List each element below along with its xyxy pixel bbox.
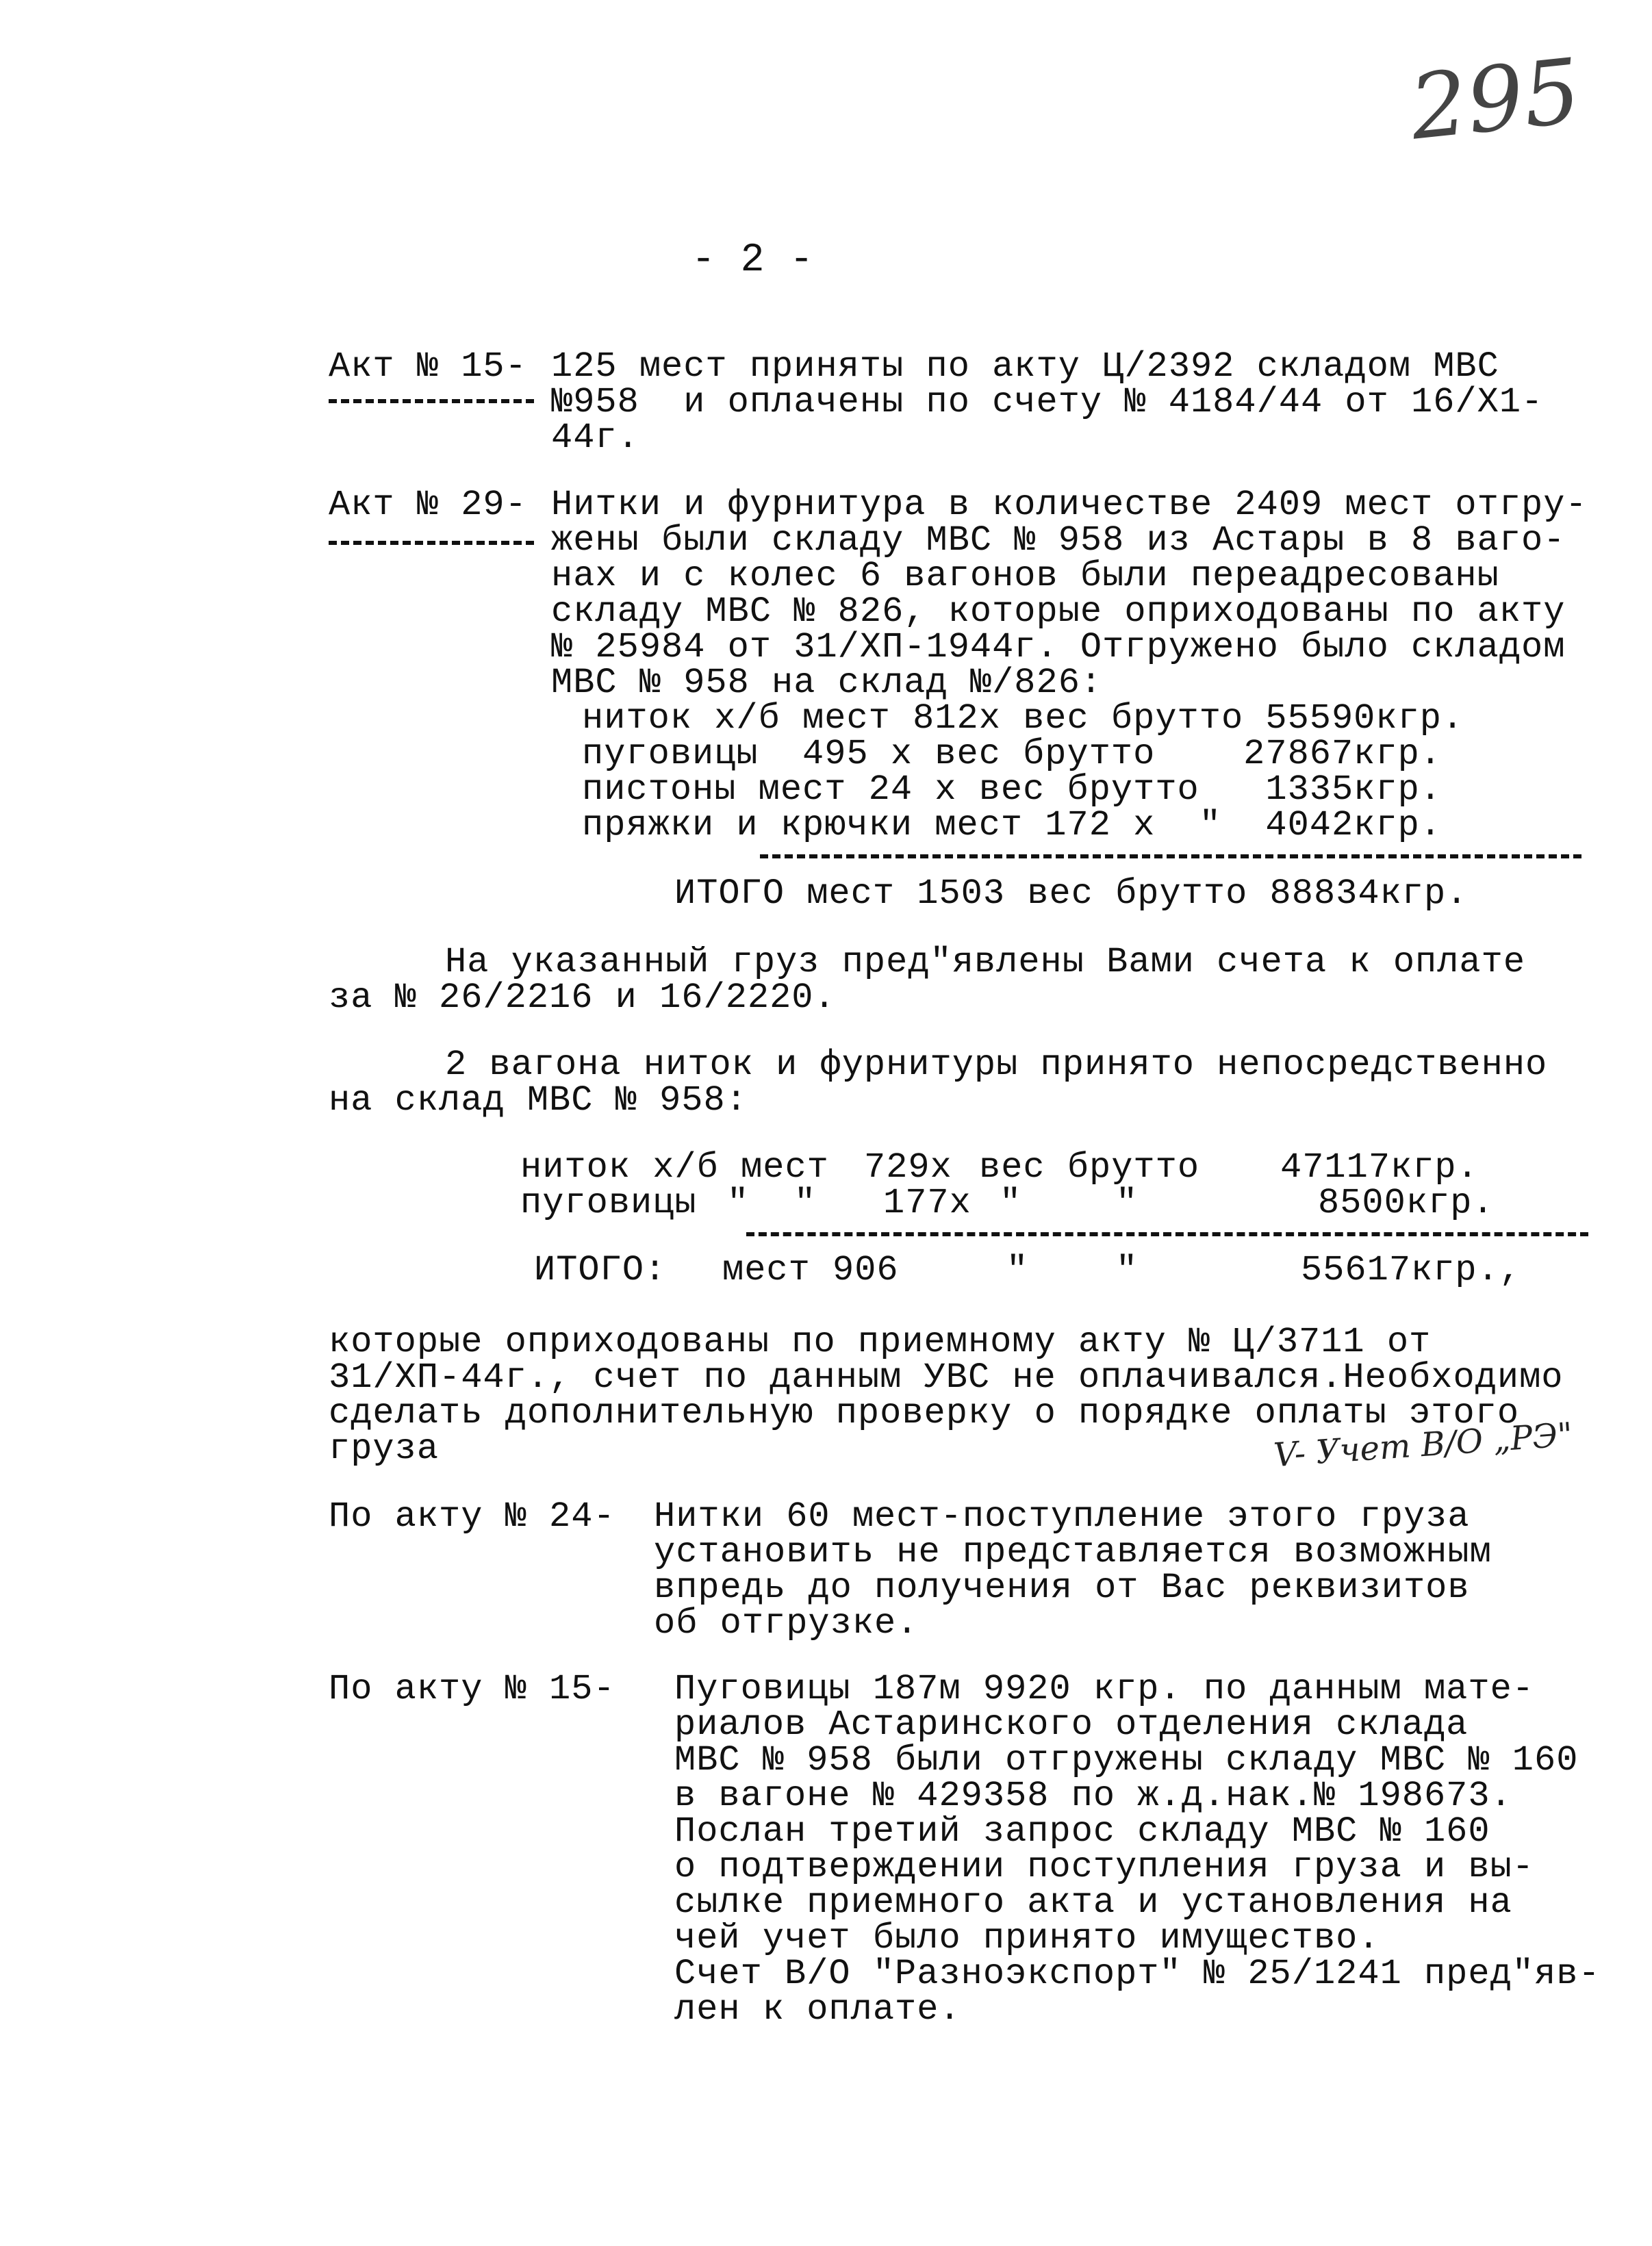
- wagon-row1-name: ниток х/б мест: [520, 1147, 829, 1188]
- wagon-row1-qty: 729х: [864, 1147, 952, 1188]
- act29-label: Акт № 29-: [329, 485, 527, 525]
- page-number: - 2 -: [691, 238, 815, 283]
- act24-label: По акту № 24-: [329, 1496, 615, 1537]
- act15-bottom-line-6: о подтверждении поступления груза и вы-: [674, 1847, 1534, 1887]
- act15-bottom-line-2: риалов Астаринского отделения склада: [674, 1705, 1469, 1745]
- wagon-total-name: ИТОГО:: [534, 1250, 667, 1290]
- act29-underline: [329, 541, 534, 545]
- act29-item-4: пряжки и крючки мест 172 х " 4042кгр.: [582, 805, 1442, 845]
- act15-bottom-line-10: лен к оплате.: [674, 1989, 961, 2030]
- act15-bottom-line-9: Счет В/О "Разноэкспорт" № 25/1241 пред"яв-: [674, 1954, 1601, 1994]
- wagon-total-weight: 55617кгр.,: [1301, 1250, 1522, 1290]
- wagon-row1-weight: 47117кгр.: [1280, 1147, 1479, 1188]
- act29-line-6: МВС № 958 на склад №/826:: [551, 663, 1103, 703]
- handwritten-annotation: V- Учет В/О „РЭ": [1272, 1415, 1574, 1475]
- act24-line-4: об отгрузке.: [654, 1603, 919, 1644]
- note-line-4: груза: [329, 1429, 440, 1469]
- act29-line-5: № 25984 от 31/ХП-1944г. Отгружено было складом: [551, 627, 1566, 667]
- act29-item-2: пуговицы 495 х вес брутто 27867кгр.: [582, 734, 1442, 774]
- act15-bottom-line-7: сылке приемного акта и установления на: [674, 1883, 1512, 1923]
- wagon-total-qty: мест 906: [722, 1250, 899, 1290]
- act24-line-2: установить не представляется возможным: [654, 1532, 1492, 1572]
- wagon-row2-ditto-2: ": [794, 1183, 817, 1223]
- act15-top-underline: [329, 399, 534, 403]
- wagon-row2-name: пуговицы: [520, 1183, 697, 1223]
- wagon-total-ditto-2: ": [1116, 1250, 1139, 1290]
- act15-bottom-line-3: МВС № 958 были отгружены складу МВС № 160: [674, 1740, 1579, 1781]
- act24-line-3: впредь до получения от Вас реквизитов: [654, 1568, 1470, 1608]
- note-line-2: 31/ХП-44г., счет по данным УВС не оплачивался.Необходимо: [329, 1357, 1564, 1398]
- note-line-3: сделать дополнительную проверку о порядке оплаты этого: [329, 1393, 1520, 1433]
- act15-top-line-1: 125 мест приняты по акту Ц/2392 складом МВС: [551, 346, 1499, 387]
- act15-bottom-label: По акту № 15-: [329, 1669, 615, 1709]
- act29-line-2: жены были складу МВС № 958 из Астары в 8 ваго-: [551, 520, 1566, 561]
- wagon-row2-qty: 177х: [883, 1183, 971, 1223]
- wagon-row1-weight-label: вес брутто: [979, 1147, 1200, 1188]
- wagons-line-1: 2 вагона ниток и фурнитуры принято непосредственно: [445, 1045, 1548, 1085]
- act15-top-line-3: 44г.: [551, 418, 639, 458]
- act15-bottom-line-8: чей учет было принято имущество.: [674, 1918, 1380, 1958]
- note-line-1: которые оприходованы по приемному акту № Ц/3711 от: [329, 1322, 1432, 1362]
- act29-item-3: пистоны мест 24 х вес брутто 1335кгр.: [582, 769, 1442, 810]
- act15-top-line-2: №958 и оплачены по счету № 4184/44 от 16/Х1-: [551, 382, 1544, 422]
- accounts-line-1: На указанный груз пред"явлены Вами счета к оплате: [445, 942, 1526, 982]
- wagon-row2-ditto-1: ": [727, 1183, 750, 1223]
- act29-total-separator: [760, 854, 1581, 858]
- act29-total: ИТОГО мест 1503 вес брутто 88834кгр.: [674, 873, 1469, 914]
- act15-bottom-line-5: Послан третий запрос складу МВС № 160: [674, 1811, 1490, 1852]
- wagon-total-separator: [746, 1232, 1588, 1236]
- wagon-row2-weight: 8500кгр.: [1318, 1183, 1495, 1223]
- act15-bottom-line-1: Пуговицы 187м 9920 кгр. по данным мате-: [674, 1669, 1534, 1709]
- accounts-line-2: за № 26/2216 и 16/2220.: [329, 978, 836, 1018]
- act15-bottom-line-4: в вагоне № 429358 по ж.д.нак.№ 198673.: [674, 1776, 1512, 1816]
- act15-top-label: Акт № 15-: [329, 346, 527, 387]
- wagon-row2-ditto-3: ": [1000, 1183, 1022, 1223]
- act29-line-1: Нитки и фурнитура в количестве 2409 мест отгру-: [551, 485, 1588, 525]
- act29-line-4: складу МВС № 826, которые оприходованы по акту: [551, 591, 1566, 632]
- wagon-row2-ditto-4: ": [1116, 1183, 1139, 1223]
- wagons-line-2: на склад МВС № 958:: [329, 1080, 748, 1121]
- act29-line-3: нах и с колес 6 вагонов были переадресованы: [551, 556, 1499, 596]
- act29-item-1: ниток х/б мест 812х вес брутто 55590кгр.: [582, 698, 1464, 739]
- archive-page-number: 295: [1405, 38, 1586, 160]
- act24-line-1: Нитки 60 мест-поступление этого груза: [654, 1496, 1470, 1537]
- wagon-total-ditto-1: ": [1006, 1250, 1029, 1290]
